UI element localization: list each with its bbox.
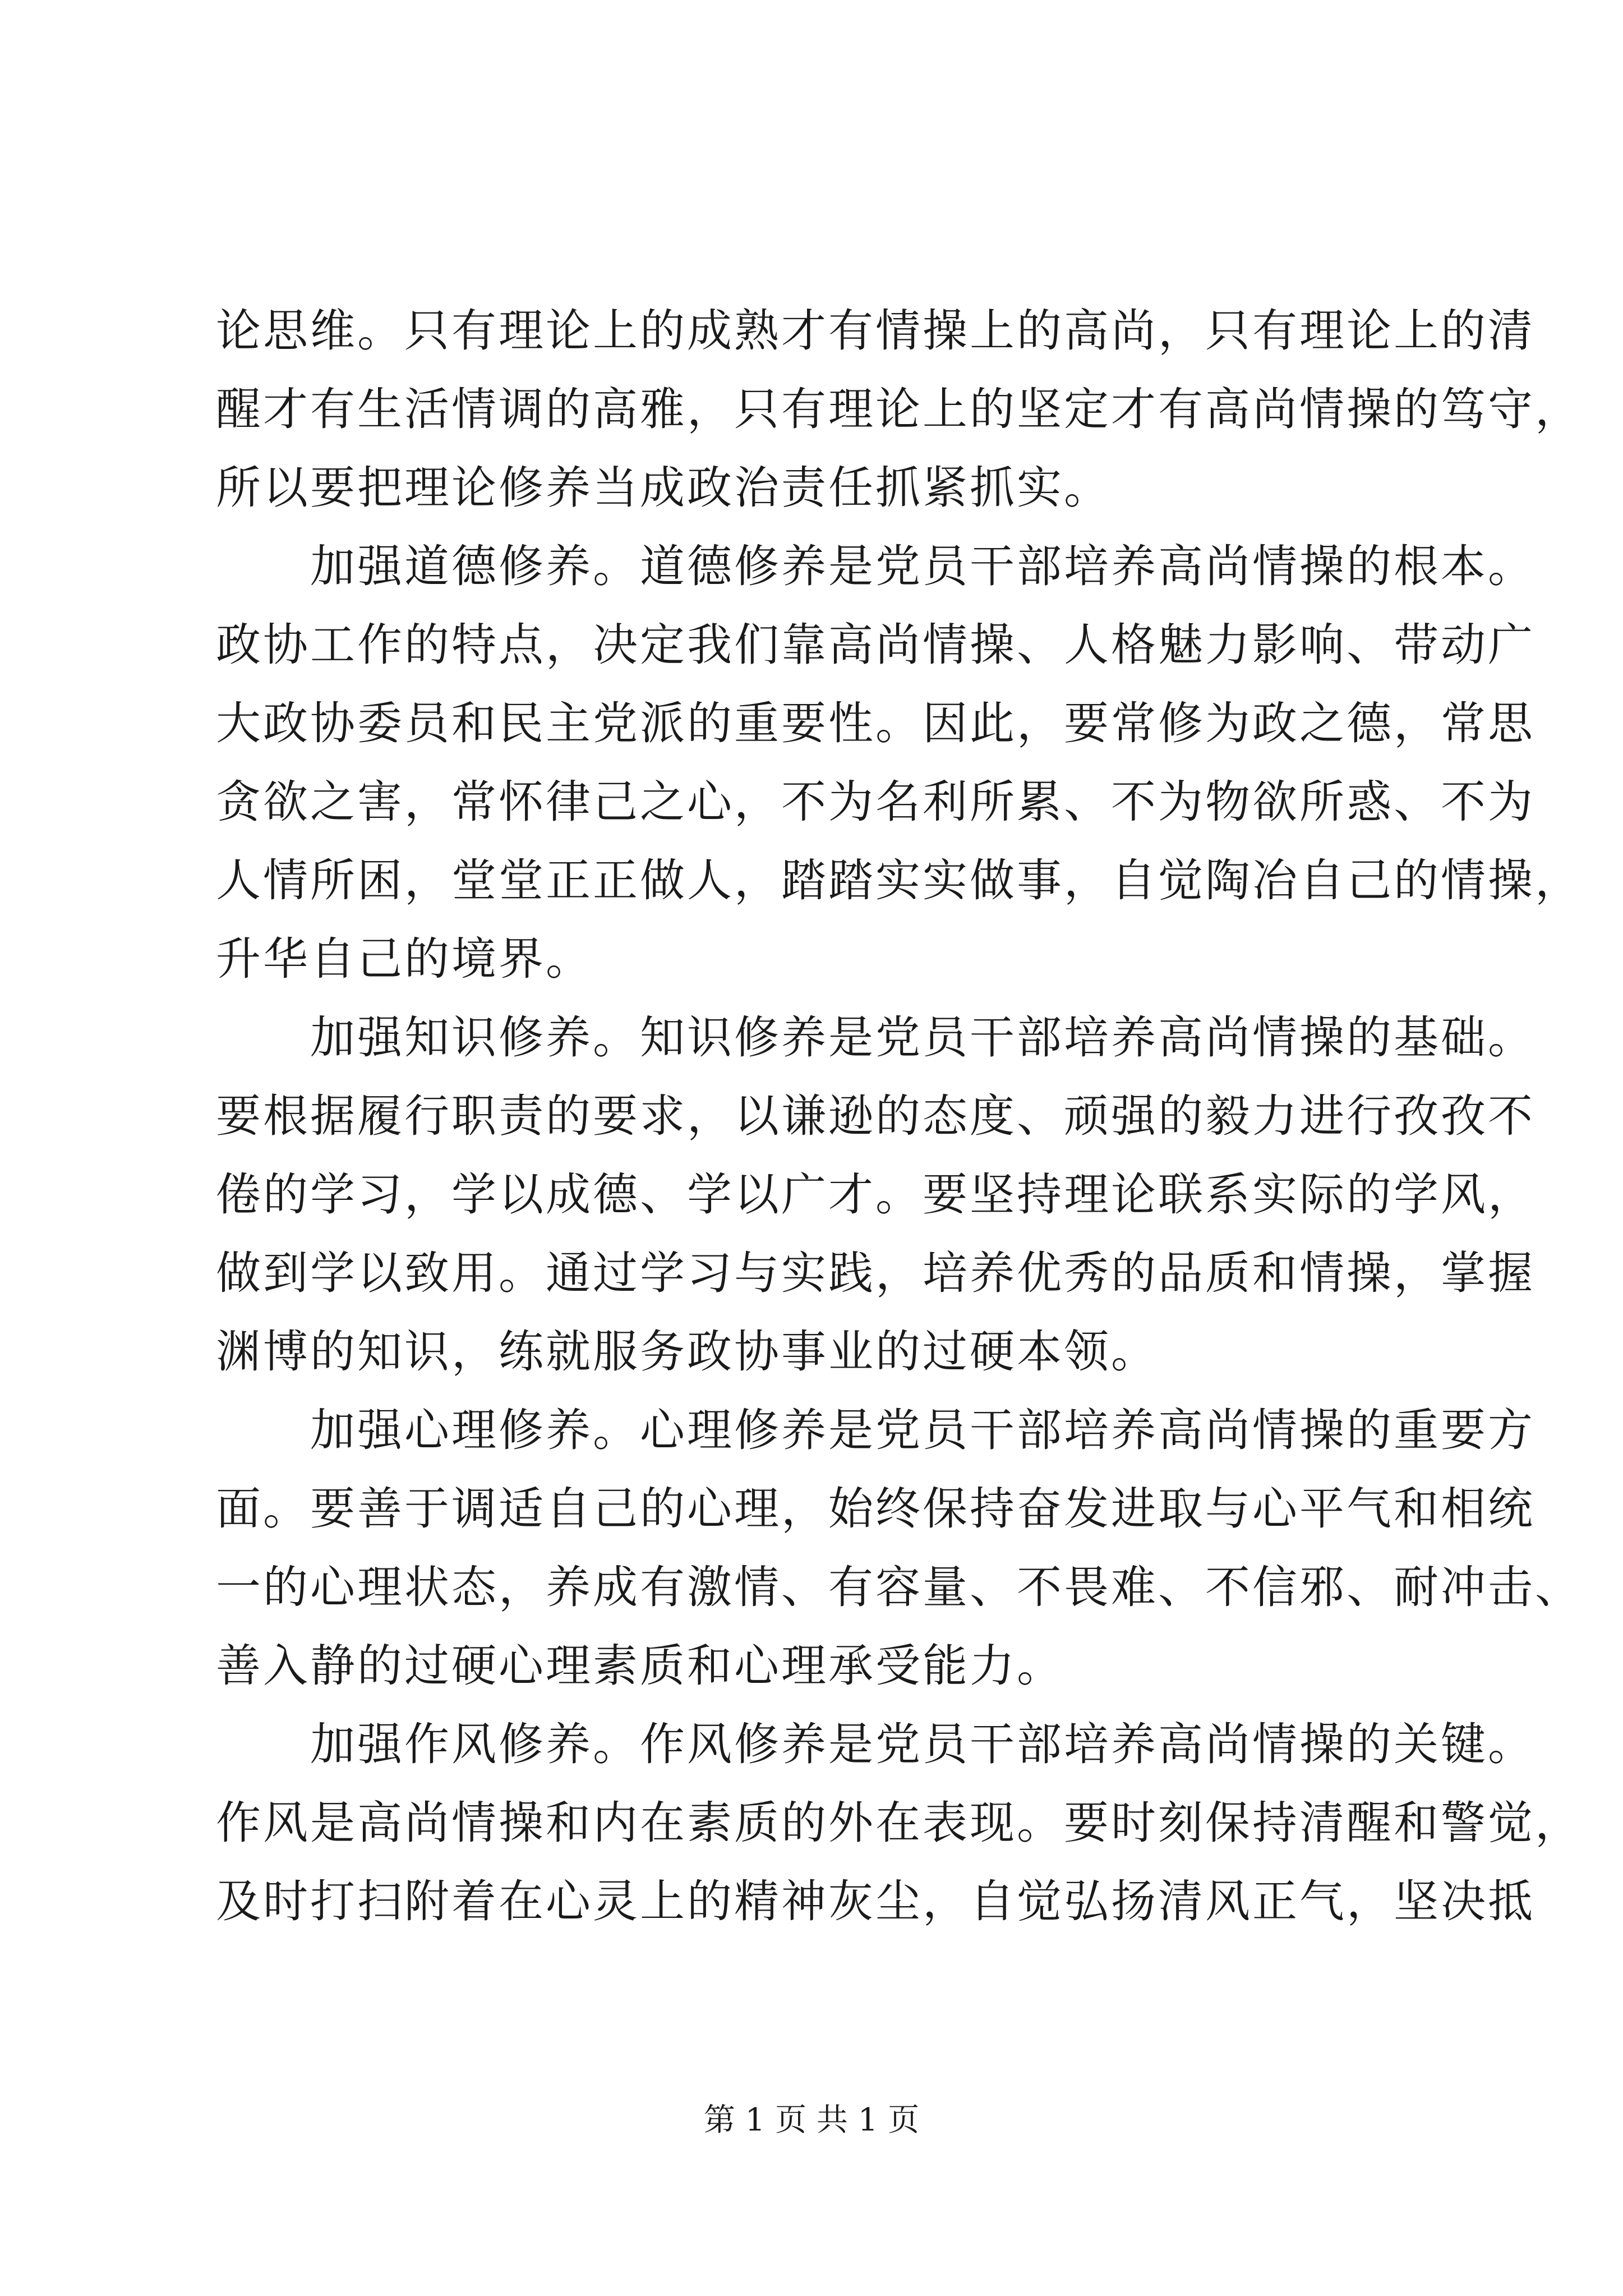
text-line: 面。要善于调适自己的心理，始终保持奋发进取与心平气和相统 [216,1483,1535,1535]
page-footer [0,2098,1623,2143]
text-line: 要根据履行职责的要求，以谦逊的态度、顽强的毅力进行孜孜不 [216,1090,1535,1142]
paragraph-start-line: 加强道德修养。道德修养是党员干部培养高尚情操的根本。 [216,540,1535,592]
text-line: 渊博的知识，练就服务政协事业的过硬本领。 [216,1326,1158,1378]
text-line: 一的心理状态，养成有激情、有容量、不畏难、不信邪、耐冲击、 [216,1561,1582,1613]
text-line: 善入静的过硬心理素质和心理承受能力。 [216,1640,1064,1692]
text-line: 做到学以致用。通过学习与实践，培养优秀的品质和情操，掌握 [216,1247,1535,1299]
paragraph-start-line: 加强知识修养。知识修养是党员干部培养高尚情操的基础。 [216,1011,1535,1064]
text-line: 政协工作的特点，决定我们靠高尚情操、人格魅力影响、带动广 [216,619,1535,671]
text-line: 论思维。只有理论上的成熟才有情操上的高尚，只有理论上的清 [216,305,1535,357]
text-line: 大政协委员和民主党派的重要性。因此，要常修为政之德，常思 [216,697,1535,749]
text-line: 人情所困，堂堂正正做人，踏踏实实做事，自觉陶冶自己的情操， [216,854,1582,907]
text-line: 倦的学习，学以成德、学以广才。要坚持理论联系实际的学风， [216,1168,1535,1221]
text-line: 及时打扫附着在心灵上的精神灰尘，自觉弘扬清风正气，坚决抵 [216,1875,1535,1927]
text-line: 所以要把理论修养当成政治责任抓紧抓实。 [216,462,1111,514]
text-line: 作风是高尚情操和内在素质的外在表现。要时刻保持清醒和警觉， [216,1797,1582,1849]
page-number-label: 第 1 页 共 1 页 [703,2102,920,2138]
text-line: 醒才有生活情调的高雅，只有理论上的坚定才有高尚情操的笃守， [216,383,1582,435]
text-line: 贪欲之害，常怀律己之心，不为名利所累、不为物欲所惑、不为 [216,776,1535,828]
paragraph-start-line: 加强心理修养。心理修养是党员干部培养高尚情操的重要方 [216,1404,1535,1456]
paragraph-start-line: 加强作风修养。作风修养是党员干部培养高尚情操的关键。 [216,1718,1535,1770]
text-line: 升华自己的境界。 [216,933,593,985]
